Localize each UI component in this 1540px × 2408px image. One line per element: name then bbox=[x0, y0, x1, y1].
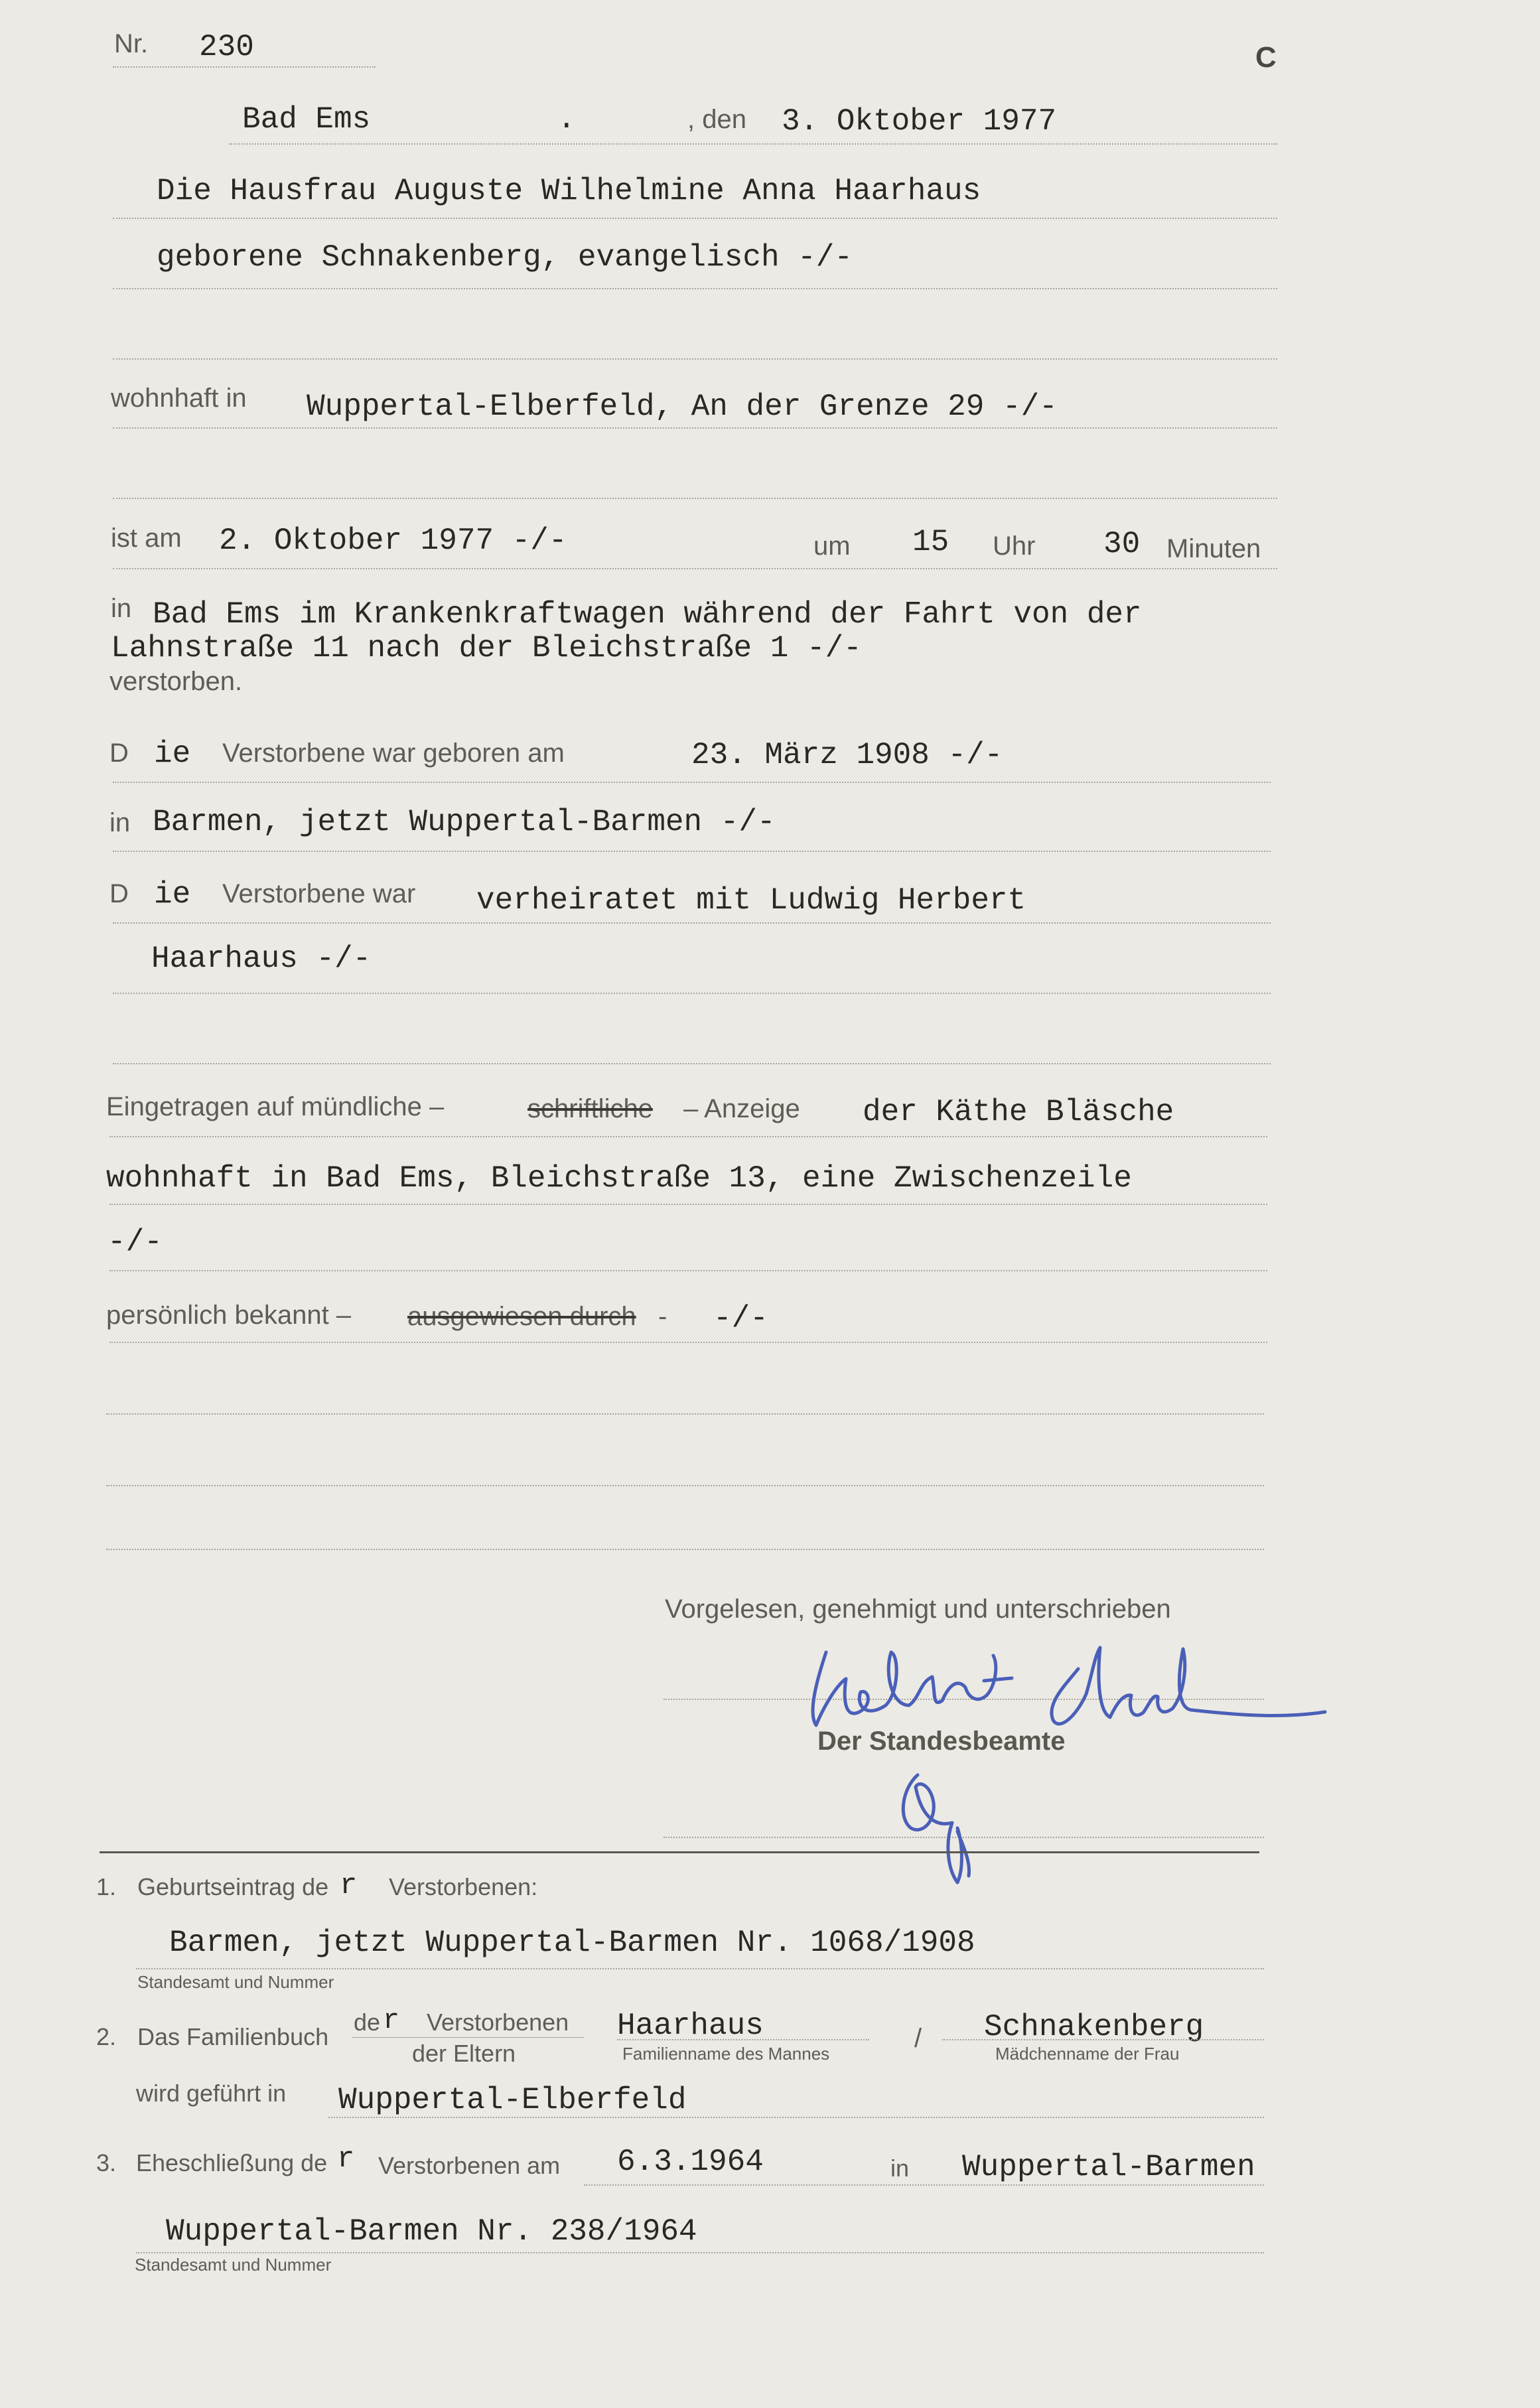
death-date: 2. Oktober 1977 -/- bbox=[219, 524, 567, 558]
entry-number: 230 bbox=[199, 30, 254, 64]
birth-in-label: in bbox=[109, 808, 131, 837]
blank-line bbox=[106, 1549, 1264, 1550]
item-2-label: Das Familienbuch bbox=[137, 2023, 329, 2050]
gefuehrt-value: Wuppertal-Elberfeld bbox=[338, 2083, 687, 2117]
identity-dash: - bbox=[658, 1302, 667, 1331]
place-value: Bad Ems bbox=[242, 102, 371, 137]
minuten-label: Minuten bbox=[1166, 534, 1261, 563]
blank-line bbox=[106, 1485, 1264, 1486]
report-rule-1 bbox=[109, 1136, 1267, 1137]
report-rule-3 bbox=[109, 1270, 1267, 1271]
marital-line-1: verheiratet mit Ludwig Herbert bbox=[476, 883, 1026, 918]
blank-line bbox=[113, 498, 1277, 499]
handwritten-signature bbox=[800, 1629, 1334, 1908]
husband-rule bbox=[617, 2039, 869, 2040]
document-date: 3. Oktober 1977 bbox=[782, 104, 1057, 139]
wife-caption: Mädchenname der Frau bbox=[995, 2044, 1180, 2064]
role-label: Der Standesbeamte bbox=[817, 1727, 1066, 1756]
fraction-line bbox=[352, 2037, 584, 2038]
verstorben-label: verstorben. bbox=[109, 667, 243, 696]
report-value-3: -/- bbox=[107, 1225, 163, 1259]
death-date-rule bbox=[113, 568, 1277, 569]
residence-label: wohnhaft in bbox=[111, 384, 247, 413]
residence-value: Wuppertal-Elberfeld, An der Grenze 29 -/- bbox=[307, 390, 1058, 424]
der-verst-r: r bbox=[383, 2005, 400, 2036]
birth-entry-rule bbox=[136, 1968, 1264, 1969]
der-verst-b: Verstorbenen bbox=[427, 2009, 569, 2036]
marital-rule-2 bbox=[113, 993, 1271, 994]
marriage-rule bbox=[584, 2184, 1264, 2186]
report-rule-2 bbox=[109, 1204, 1267, 1205]
item-3-r: r bbox=[337, 2143, 355, 2176]
report-value-2: wohnhaft in Bad Ems, Bleichstraße 13, eine Zwischenzeile bbox=[106, 1161, 1132, 1196]
marriage-place: Wuppertal-Barmen bbox=[962, 2150, 1255, 2184]
blank-line bbox=[113, 358, 1277, 360]
marital-line-2: Haarhaus -/- bbox=[151, 942, 372, 976]
birth-date-rule bbox=[113, 782, 1271, 783]
schriftliche-struck: schriftliche bbox=[527, 1094, 653, 1123]
nr-line bbox=[113, 66, 376, 68]
wife-rule bbox=[942, 2039, 1264, 2040]
um-label: um bbox=[813, 531, 851, 561]
anzeige-label: – Anzeige bbox=[683, 1094, 800, 1123]
ist-am-label: ist am bbox=[111, 524, 182, 553]
birth-ie: ie bbox=[154, 737, 191, 771]
identity-label: persönlich bekannt – bbox=[106, 1301, 352, 1330]
section-divider bbox=[100, 1851, 1259, 1853]
death-place-line-2: Lahnstraße 11 nach der Bleichstraße 1 -/- bbox=[111, 631, 862, 666]
eingetragen-label: Eingetragen auf mündliche – bbox=[106, 1092, 445, 1121]
identity-value: -/- bbox=[713, 1301, 768, 1336]
birth-date: 23. März 1908 -/- bbox=[691, 738, 1003, 772]
marital-d-label: D bbox=[109, 879, 129, 908]
husband-name: Haarhaus bbox=[617, 2009, 764, 2043]
item-3-number: 3. bbox=[96, 2149, 117, 2176]
place-date-line bbox=[229, 143, 1277, 145]
residence-rule bbox=[113, 427, 1277, 429]
birth-place: Barmen, jetzt Wuppertal-Barmen -/- bbox=[153, 805, 776, 839]
item-2-number: 2. bbox=[96, 2023, 117, 2050]
nr-label: Nr. bbox=[114, 29, 149, 58]
item-1-label-a: Geburtseintrag de bbox=[137, 1873, 329, 1900]
identity-rule bbox=[109, 1342, 1267, 1343]
marriage-date: 6.3.1964 bbox=[617, 2145, 764, 2179]
husband-caption: Familienname des Mannes bbox=[622, 2044, 830, 2064]
in-label: in bbox=[111, 594, 132, 623]
der-verst-a: de bbox=[354, 2009, 381, 2036]
item-3-label-a: Eheschließung de bbox=[136, 2149, 328, 2176]
item-1-label-b: Verstorbenen: bbox=[389, 1873, 538, 1900]
birth-entry-caption: Standesamt und Nummer bbox=[137, 1972, 334, 1992]
death-hour: 15 bbox=[912, 525, 949, 559]
name-slash: / bbox=[914, 2024, 922, 2053]
deceased-line-1-rule bbox=[113, 218, 1277, 219]
gefuehrt-rule bbox=[328, 2117, 1264, 2118]
war-label: Verstorbene war bbox=[222, 879, 416, 908]
marriage-in-label: in bbox=[890, 2155, 910, 2182]
identity-struck: ausgewiesen durch bbox=[407, 1302, 636, 1331]
blank-line bbox=[113, 1063, 1271, 1064]
der-eltern: der Eltern bbox=[412, 2040, 516, 2067]
birth-place-rule bbox=[113, 851, 1271, 852]
place-dot: . bbox=[557, 102, 576, 137]
blank-line bbox=[106, 1413, 1264, 1415]
marriage-entry-caption: Standesamt und Nummer bbox=[135, 2255, 332, 2275]
marriage-entry-rule bbox=[136, 2252, 1264, 2253]
geboren-label: Verstorbene war geboren am bbox=[222, 739, 565, 768]
birth-entry-value: Barmen, jetzt Wuppertal-Barmen Nr. 1068/1908 bbox=[169, 1926, 975, 1960]
marital-rule-1 bbox=[113, 922, 1271, 924]
gefuehrt-label: wird geführt in bbox=[136, 2080, 287, 2107]
report-value-1: der Käthe Bläsche bbox=[863, 1095, 1174, 1129]
deceased-line-2-rule bbox=[113, 288, 1277, 289]
deceased-line-2: geborene Schnakenberg, evangelisch -/- bbox=[157, 240, 853, 275]
item-3-label-b: Verstorbenen am bbox=[378, 2152, 561, 2179]
wife-name: Schnakenberg bbox=[984, 2010, 1204, 2044]
death-minute: 30 bbox=[1103, 527, 1141, 561]
corner-mark: C bbox=[1255, 41, 1277, 74]
item-1-number: 1. bbox=[96, 1873, 117, 1900]
birth-d-label: D bbox=[109, 739, 129, 768]
deceased-line-1: Die Hausfrau Auguste Wilhelmine Anna Haarhaus bbox=[157, 174, 981, 208]
den-label: , den bbox=[687, 105, 746, 134]
marital-ie: ie bbox=[154, 877, 191, 912]
marriage-entry-value: Wuppertal-Barmen Nr. 238/1964 bbox=[166, 2214, 697, 2249]
closing-text: Vorgelesen, genehmigt und unterschrieben bbox=[665, 1594, 1171, 1624]
item-1-r: r bbox=[340, 1869, 358, 1902]
death-place-line-1: Bad Ems im Krankenkraftwagen während der Fahrt von der bbox=[153, 597, 1142, 632]
uhr-label: Uhr bbox=[993, 531, 1036, 561]
